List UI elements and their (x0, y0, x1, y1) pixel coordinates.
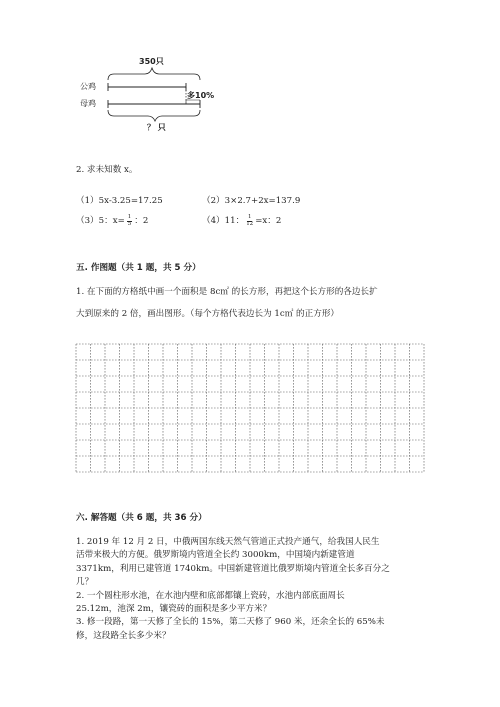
s6-line: 2. 一个圆柱形水池，在水池内壁和底部都镶上瓷砖，水池内部底面周长 (76, 590, 345, 601)
s6-line: 1. 2019 年 12 月 2 日，中俄两国东线天然气管道正式投产通气，给我国人民生 (76, 537, 380, 547)
q2-p3-numerator: 1 (127, 214, 132, 220)
q2-p3-pre: （3）5：x= (76, 215, 125, 226)
grid-paper[interactable] (75, 343, 425, 473)
q2-problem-3 (76, 215, 148, 227)
s6-line: 3. 修一段路，第一天修了全长的 15%，第二天修了 960 米，还余全长的 65%未 (76, 617, 385, 628)
q2-problem-2: （2）3×2.7+2x=137.9 (202, 196, 301, 206)
q2-p3-denominator: 5 (127, 220, 132, 227)
q2-p4-denominator: 12 (246, 220, 254, 227)
diagram-bottom-label: ？ 只 (147, 123, 166, 132)
top-brace (108, 68, 200, 80)
diagram-row1-label: 公鸡 (80, 82, 96, 91)
section5-line1: 1. 在下面的方格纸中画一个面积是 8c㎡ 的长方形，再把这个长方形的各边长扩 (76, 287, 378, 297)
q2-p4-fraction (246, 215, 253, 227)
s6-line: 25.12m，池深 2m，镶瓷砖的面积是多少平方米？ (76, 604, 272, 615)
q2-p4-numerator: 1 (247, 214, 252, 220)
s6-line: 几？ (76, 577, 94, 588)
q2-p4-post: =x：2 (255, 215, 282, 226)
diagram-top-label: 350只 (139, 57, 164, 66)
q2-p3-fraction (127, 215, 133, 227)
q2-p4-pre: （4）11： (202, 215, 245, 226)
s6-line: 修，这段路全长多少米？ (76, 630, 171, 641)
q2-problem-4 (202, 215, 281, 227)
section5-heading: 五. 作图题（共 1 题，共 5 分） (76, 263, 201, 273)
bottom-brace (108, 110, 200, 121)
q2-title: 2. 求未知数 x。 (76, 165, 138, 175)
q2-problem-1: （1）5x-3.25=17.25 (76, 196, 163, 206)
s6-line: 3371km，利用已建管道 1740km。中国新建管道比俄罗斯境内管道全长多百分之 (76, 563, 390, 574)
s6-line: 活带来极大的方便。俄罗斯境内管道全长约 3000km，中国境内新建管道 (76, 550, 355, 561)
section6-heading: 六. 解答题（共 6 题，共 36 分） (76, 513, 207, 523)
diagram-extra-label: 多10% (187, 91, 215, 100)
diagram-row2-label: 母鸡 (80, 99, 96, 108)
segment-diagram (70, 55, 230, 140)
q2-p3-post: ：2 (134, 215, 149, 226)
section6-body (76, 536, 416, 643)
section5-line2: 大到原来的 2 倍，画出图形。（每个方格代表边长为 1c㎡ 的正方形） (76, 309, 340, 319)
extra-brace (186, 100, 200, 102)
